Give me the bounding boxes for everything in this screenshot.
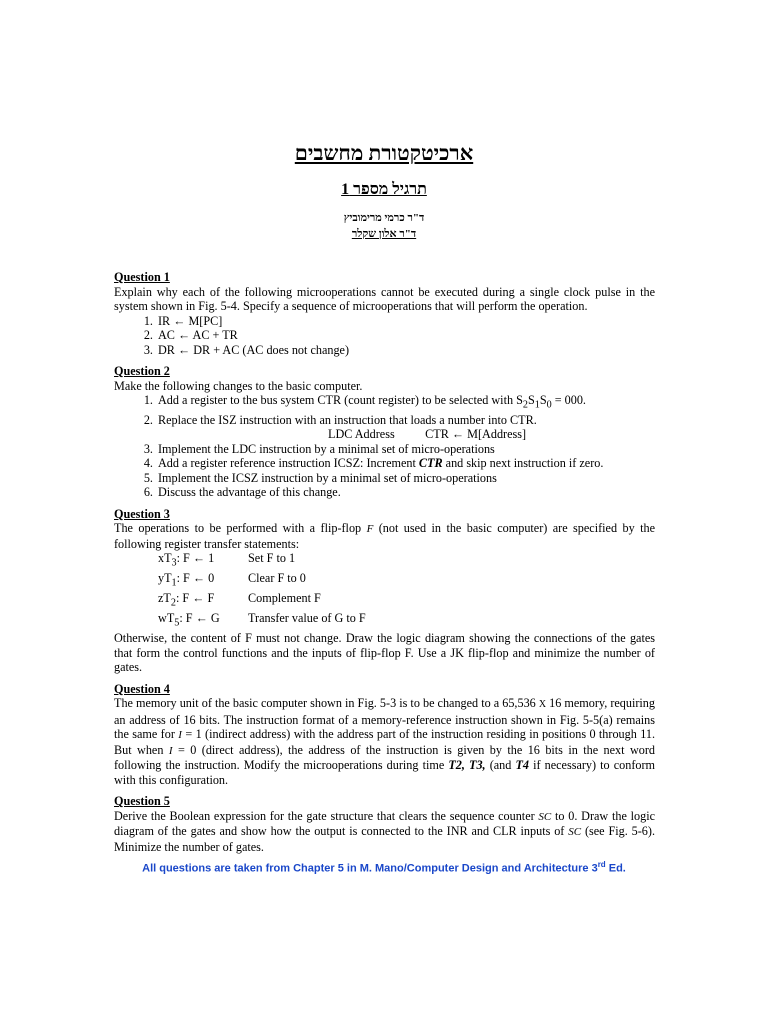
text: Derive the Boolean expression for the gate structure that clears the sequence counter — [114, 808, 539, 823]
subscript: 5 — [174, 617, 180, 629]
question-title: Question 3 — [114, 506, 170, 521]
list-item: 3. Implement the LDC instruction by a minimal set of micro-operations — [156, 442, 655, 457]
text: T — [166, 611, 175, 626]
questions-body — [114, 270, 655, 861]
ldc-mnemonic: LDC Address — [328, 427, 395, 442]
text: x — [158, 551, 165, 566]
list-item — [156, 413, 655, 442]
table-row — [158, 591, 366, 611]
question-title: Question 2 — [114, 364, 170, 378]
microoperation-list — [114, 314, 655, 358]
text: = 0 (direct address), the address of the instruction is given by the 16 bits in the next word following the instruction. Modify the microoperations during time — [114, 742, 656, 773]
text: and skip next instruction if zero. — [442, 456, 604, 471]
question-text: Explain why each of the following microoperations cannot be executed during a single clock pulse in the system shown in Fig. 5-4. Specify a sequence of microoperations that will perform the operation. — [114, 284, 655, 313]
text: The memory unit of the basic computer shown in Fig. 5-3 is to be changed to a 65,536 — [114, 696, 539, 711]
question-4 — [114, 682, 655, 788]
text: CTR — [418, 456, 443, 471]
list-item: 3. DR ← DR + AC (AC does not change) — [156, 343, 655, 358]
ldc-definition — [158, 427, 655, 442]
statement — [158, 551, 248, 571]
table-row — [158, 551, 366, 571]
text: All questions are taken from Chapter 5 in M. Mano/Computer Design and Architecture 3 — [142, 862, 598, 875]
question-1 — [114, 270, 655, 357]
page-title: ארכיטקטורת מחשבים — [294, 141, 474, 165]
list-item: 5. Implement the ICSZ instruction by a minimal set of micro-operations — [156, 471, 655, 486]
table-row — [158, 571, 366, 591]
text: if necessary) to conform with this configuration. — [114, 758, 656, 787]
statement — [158, 591, 248, 611]
text: (see Fig. 5-6). Minimize the number of gates. — [114, 824, 655, 854]
subscript: 2 — [170, 597, 176, 609]
question-title: Question 1 — [114, 270, 170, 284]
text: T — [164, 571, 172, 586]
text: : F ← 1 — [176, 551, 215, 566]
list-item — [156, 393, 655, 413]
text: y — [158, 571, 165, 586]
text: w — [158, 611, 167, 626]
question-text — [114, 809, 655, 855]
variable: F — [366, 523, 374, 536]
question-text — [114, 521, 655, 551]
subscript: 1 — [534, 399, 540, 411]
list-item: 2. AC ← AC + TR — [156, 328, 655, 343]
question-title: Question 4 — [114, 681, 170, 696]
variable: SC — [568, 826, 582, 839]
superscript: rd — [597, 860, 606, 869]
subscript: 0 — [546, 399, 552, 411]
text: z — [158, 591, 164, 606]
list-item: 6. Discuss the advantage of this change. — [156, 485, 655, 500]
list-item: 1. IR ← M[PC] — [156, 314, 655, 329]
subscript: 1 — [171, 577, 177, 589]
register-transfer-table — [158, 551, 366, 631]
author-1: ד"ר כרמי מרימוביץ — [343, 212, 425, 224]
text: Add a register reference instruction ICSZ: Increment — [158, 456, 419, 471]
text: T — [163, 591, 171, 606]
text: T2, T3, — [448, 758, 486, 773]
text: : F ← G — [179, 611, 220, 626]
question-3 — [114, 507, 655, 675]
author-2: ד"ר אלון שקלר — [351, 228, 417, 240]
text: S — [539, 393, 547, 407]
text: T — [164, 551, 172, 566]
text: to 0. Draw the logic diagram of the gates and show how the output is connected to the INR and CLR inputs of — [114, 808, 655, 839]
subscript: 3 — [171, 557, 177, 569]
table-row — [158, 611, 366, 631]
text: 16 memory, requiring an address of 16 bits. The instruction format of a memory-reference instruction shown in Fig. 5-5(a) remains the same for — [114, 696, 655, 742]
ldc-operation: CTR ← M[Address] — [425, 427, 527, 442]
text: X — [538, 699, 547, 711]
question-text: Otherwise, the content of F must not change. Draw the logic diagram showing the connections of the gates that form the control functions and the inputs of flip-flop F. Use a JK flip-flop and minimize the number of gates. — [114, 631, 655, 675]
description: Clear F to 0 — [248, 571, 306, 586]
text: = 000. — [551, 393, 586, 407]
question-text: Make the following changes to the basic computer. — [114, 378, 363, 393]
variable: I — [178, 729, 182, 742]
text: Replace the ISZ instruction with an instruction that loads a number into CTR. — [158, 412, 537, 427]
question-2 — [114, 364, 655, 500]
description: Transfer value of G to F — [248, 611, 366, 626]
text: (not used in the basic computer) are specified by the following register transfer statements: — [114, 521, 655, 551]
list-item — [156, 456, 655, 471]
question-title: Question 5 — [114, 794, 170, 809]
description: Set F to 1 — [248, 551, 296, 566]
text: Ed. — [605, 862, 626, 875]
text: (and — [485, 758, 516, 773]
text: : F ← F — [175, 591, 215, 606]
text: = 1 (indirect address) with the address part of the instruction residing in positions 0 through 11. But when — [114, 727, 655, 757]
description: Complement F — [248, 591, 321, 606]
text: S — [527, 393, 535, 407]
text: : F ← 0 — [176, 571, 215, 586]
source-note — [0, 858, 768, 876]
text: The operations to be performed with a flip-flop — [114, 521, 367, 536]
exercise-subtitle: תרגיל מספר 1 — [341, 181, 427, 198]
variable: SC — [538, 810, 552, 823]
changes-list — [114, 393, 655, 500]
question-5 — [114, 794, 655, 854]
question-text — [114, 696, 655, 787]
statement — [158, 571, 248, 591]
statement — [158, 611, 248, 631]
text: Add a register to the bus system CTR (count register) to be selected with S — [158, 393, 523, 407]
variable: I — [168, 744, 173, 757]
subscript: 2 — [522, 399, 528, 411]
text: T4 — [515, 758, 529, 773]
